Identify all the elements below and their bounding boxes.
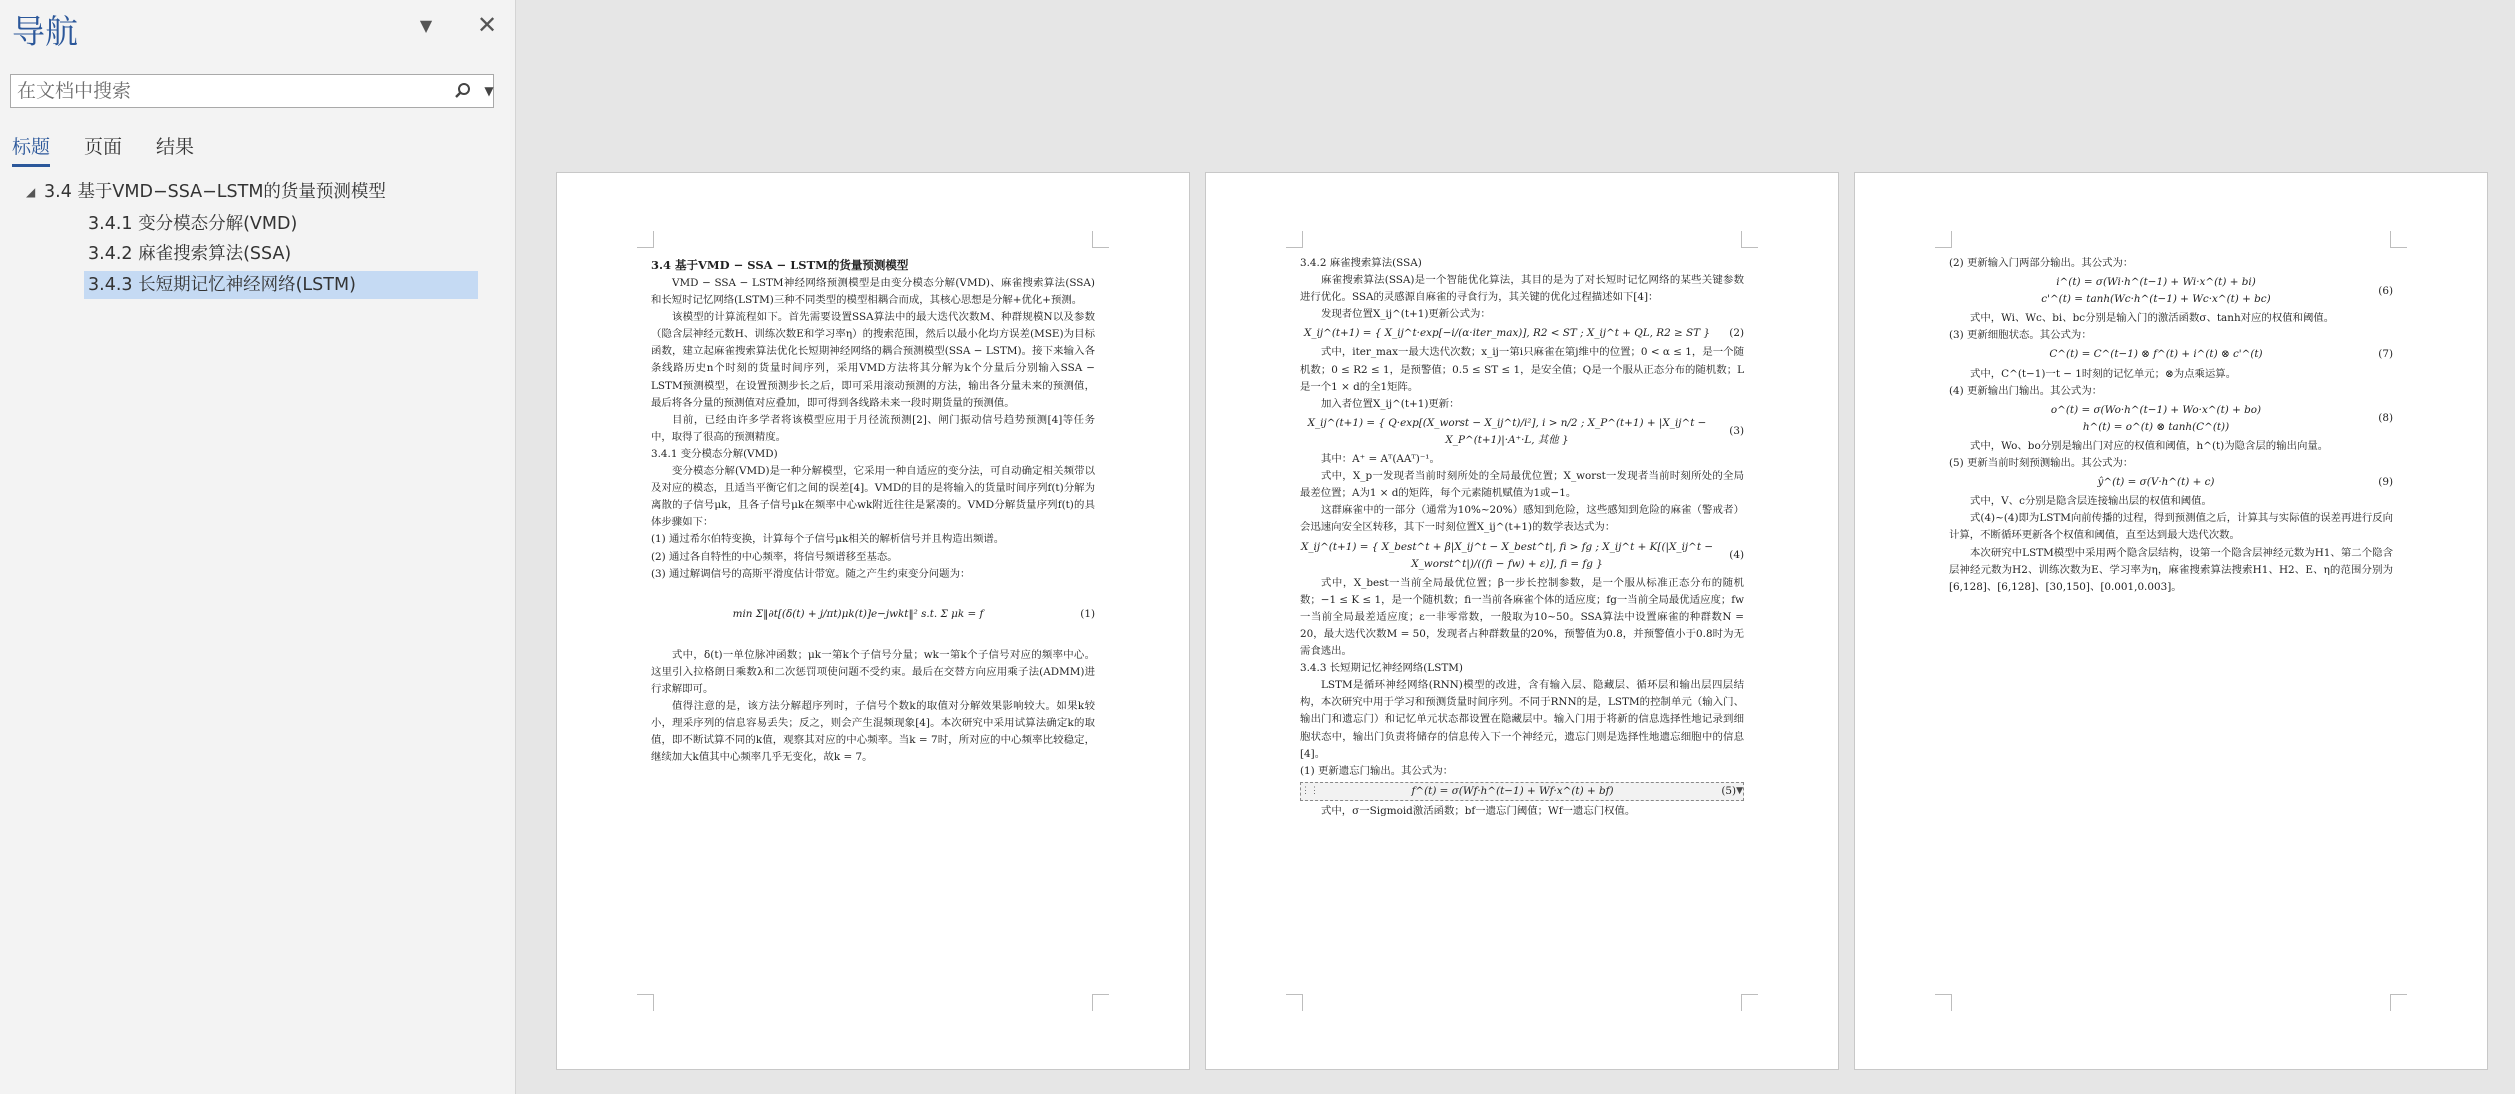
heading-label: 3.4 基于VMD−SSA−LSTM的货量预测模型: [44, 182, 386, 202]
step-item: (3) 更新细胞状态。其公式为：: [1949, 329, 2092, 342]
equation-7: [1949, 346, 2393, 363]
equation-options-dropdown-icon[interactable]: ▼: [1736, 785, 1743, 796]
equation-number: (4): [1729, 549, 1744, 562]
tab-results[interactable]: 结果: [156, 136, 195, 158]
equation-line: i^(t) = σ(Wi·h^(t−1) + Wi·x^(t) + bi): [2056, 276, 2256, 289]
paragraph: 麻雀搜索算法(SSA)是一个智能优化算法，其目的是为了对长短时记忆网络的某些关键参数进行优化。SSA的灵感源自麻雀的寻食行为，其关键的优化过程描述如下[4]：: [1300, 274, 1744, 304]
step-item: (1) 更新遗忘门输出。其公式为：: [1300, 764, 1454, 777]
section-heading: 3.4 基于VMD − SSA − LSTM的货量预测模型: [651, 258, 909, 272]
paragraph: 式中，Wi、Wc、bi、bc分别是输入门的激活函数σ、tanh对应的权值和阈值。: [1970, 312, 2335, 325]
equation-line: h^(t) = o^(t) ⊗ tanh(C^(t)): [2082, 420, 2230, 433]
crop-mark: [2390, 994, 2407, 1011]
paragraph: 式中，iter_max一最大迭代次数；x_ij一第i只麻雀在第j维中的位置；0 < α ≤ 1，是一个随机数；0 ≤ R2 ≤ 1，是预警值；0.5 ≤ ST ≤ 1，是安全值；Q是一个服从正态分布的随机数；L是一个1 × d的全1矩阵。: [1300, 346, 1744, 393]
heading-item-3-4-3-selected[interactable]: 3.4.3 长短期记忆神经网络(LSTM): [84, 271, 478, 299]
equation-text: C^(t) = C^(t−1) ⊗ f^(t) + i^(t) ⊗ c'^(t): [2049, 348, 2263, 361]
heading-item-3-4[interactable]: [26, 178, 474, 206]
step-item: (5) 更新当前时刻预测输出。其公式为：: [1949, 457, 2134, 470]
equation-number: (8): [2378, 412, 2393, 425]
subsection-heading: 3.4.3 长短期记忆神经网络(LSTM): [1300, 662, 1463, 675]
step-item: (4) 更新输出门输出。其公式为：: [1949, 384, 2103, 397]
document-page-3[interactable]: [1854, 172, 2488, 1070]
paragraph: 式中，σ一Sigmoid激活函数；bf一遗忘门阈值；Wf一遗忘门权值。: [1321, 804, 1636, 817]
paragraph: 该模型的计算流程如下。首先需要设置SSA算法中的最大迭代次数M、种群规模N以及参数（隐含层神经元数H、训练次数E和学习率η）的搜索范围，然后以最小化均方误差(MSE)为目标函数，建立起麻雀搜索算法优化长短期神经网络的耦合预测模型(SSA − LSTM)。接下来输入各条线路历史n个时刻的货量时间序列，采用VMD方法将其分解为k个分量后分别输入SSA − LSTM预测模型，在设置预测步长之后，即可采用滚动预测的方法，输出各分量未来的预测值，最后将各分量的预测值对应叠加，即可得到各线路未来一段时期货量的预测值。: [651, 311, 1095, 409]
equation-text: min Σ‖∂t[(δ(t) + j/πt)μk(t)]e−jwkt‖² s.t. Σ μk = f: [732, 608, 984, 621]
equation-number: (7): [2378, 348, 2393, 361]
paragraph: VMD − SSA − LSTM神经网络预测模型是由变分模态分解(VMD)、麻雀搜索算法(SSA)和长短时记忆网络(LSTM)三种不同类型的模型相耦合而成，其核心思想是分解+优化+预测。: [651, 277, 1095, 307]
paragraph: LSTM是循环神经网络(RNN)模型的改进，含有输入层、隐藏层、循环层和输出层四层结构，本次研究中用于学习和预测货量时间序列。不同于RNN的是，LSTM的控制单元（输入门、输出门和遗忘门）和记忆单元状态都设置在隐藏层中。输入门用于将新的信息选择性地记录到细胞状态中，输出门负责将储存的信息传入下一个神经元，遗忘门则是选择性地遗忘细胞中的信息[4]。: [1300, 679, 1744, 760]
crop-mark: [1741, 994, 1758, 1011]
chevron-down-icon[interactable]: ▼: [484, 84, 494, 98]
equation-text: X_ij^(t+1) = { Q·exp[(X_worst − X_ij^t)/i²], i > n/2 ; X_P^(t+1) + |X_ij^t − X_P^(t+1)|·A⁺·L, 其他 }: [1307, 416, 1707, 446]
paragraph: 式中，C^(t−1)一t − 1时刻的记忆单元；⊗为点乘运算。: [1970, 367, 2237, 380]
step-item: (2) 通过各自特性的中心频率，将信号频谱移至基态。: [651, 550, 898, 563]
equation-handle-icon[interactable]: ⋮⋮: [1301, 785, 1319, 796]
equation-text: [1949, 402, 2363, 436]
equation-number: (1): [1080, 608, 1095, 621]
crop-mark: [1092, 994, 1109, 1011]
equation-number: (5): [1721, 784, 1737, 797]
paragraph: 本次研究中LSTM模型中采用两个隐含层结构，设第一个隐含层神经元数为H1、第二个隐含层神经元数为H2、训练次数为E、学习率为η，麻雀搜索算法搜索H1、H2、E、η的范围分别为[6,128]、[6,128]、[30,150]、[0.001,0.003]。: [1949, 546, 2393, 593]
subsection-heading: 3.4.1 变分模态分解(VMD): [651, 447, 778, 460]
equation-text: X_ij^(t+1) = { X_best^t + β|X_ij^t − X_best^t|, fi > fg ; X_ij^t + K[(|X_ij^t − X_worst^t|)/((fi − fw) + ε)], fi = fg }: [1300, 540, 1714, 570]
paragraph: 式中，Wo、bo分别是输出门对应的权值和阈值，h^(t)为隐含层的输出向量。: [1970, 439, 2329, 452]
equation-4: [1300, 539, 1744, 573]
search-icon[interactable]: [451, 79, 475, 103]
paragraph: 目前，已经由许多学者将该模型应用于月径流预测[2]、闸门振动信号趋势预测[4]等任务中，取得了很高的预测精度。: [651, 413, 1095, 443]
crop-mark: [1935, 231, 1952, 248]
document-page-1[interactable]: [556, 172, 1190, 1070]
equation-3: [1300, 415, 1744, 449]
paragraph: 式中，δ(t)一单位脉冲函数；μk一第k个子信号分量；wk一第k个子信号对应的频率中心。这里引入拉格朗日乘数λ和二次惩罚项使问题不受约束。最后在交替方向应用乘子法(ADMM)进行求解即可。: [651, 648, 1095, 695]
paragraph: 式中，X_p一发现者当前时刻所处的全局最优位置；X_worst一发现者当前时刻所处的全局最差位置；A为1 × d的矩阵，每个元素随机赋值为1或−1。: [1300, 470, 1744, 500]
active-tab-indicator: [12, 164, 50, 167]
equation-number: (6): [2378, 284, 2393, 297]
nav-title: 导航: [12, 12, 78, 51]
equation-line: o^(t) = σ(Wo·h^(t−1) + Wo·x^(t) + bo): [2050, 403, 2262, 416]
paragraph: 值得注意的是，该方法分解超序列时，子信号个数k的取值对分解效果影响较大。如果k较小，理采序列的信息容易丢失；反之，则会产生混频现象[4]。本次研究中采用试算法确定k的取值，即不断试算不同的k值，观察其对应的中心频率。当k = 7时，所对应的中心频率比较稳定，继续加大k值其中心频率几乎无变化，故k = 7。: [651, 699, 1095, 764]
equation-number: (9): [2378, 476, 2393, 489]
crop-mark: [1741, 231, 1758, 248]
search-input[interactable]: [11, 75, 431, 107]
subsection-heading: 3.4.2 麻雀搜索算法(SSA): [1300, 257, 1422, 269]
step-item: (1) 通过希尔伯特变换，计算每个子信号μk相关的解析信号并且构造出频谱。: [651, 533, 1005, 546]
paragraph: 发现者位置X_ij^(t+1)更新公式为：: [1321, 308, 1491, 321]
crop-mark: [637, 994, 654, 1011]
equation-text: X_ij^(t+1) = { X_ij^t·exp[−i/(α·iter_max)], R2 < ST ; X_ij^t + QL, R2 ≥ ST }: [1303, 327, 1710, 340]
crop-mark: [1092, 231, 1109, 248]
close-icon[interactable]: ✕: [476, 11, 498, 39]
equation-line: c'^(t) = tanh(Wc·h^(t−1) + Wc·x^(t) + bc): [2041, 293, 2271, 306]
step-item: (3) 通过解调信号的高斯平滑度估计带宽。随之产生约束变分问题为：: [651, 567, 971, 580]
equation-text: f^(t) = σ(Wf·h^(t−1) + Wf·x^(t) + bf): [1411, 784, 1614, 797]
paragraph: 式中，V、c分别是隐含层连接输出层的权值和阈值。: [1970, 495, 2212, 508]
crop-mark: [1286, 994, 1303, 1011]
paragraph: 这群麻雀中的一部分（通常为10%~20%）感知到危险，这些感知到危险的麻雀（警戒者）会迅速向安全区转移，其下一时刻位置X_ij^(t+1)的数学表达式为：: [1300, 504, 1744, 534]
paragraph: 式中，X_best一当前全局最优位置；β一步长控制参数，是一个服从标准正态分布的随机数；−1 ≤ K ≤ 1，是一个随机数；fi一当前各麻雀个体的适应度；fg一当前全局最优适应度；fw一当前全局最差适应度；ε一非零常数，一般取为10~50。SSA算法中设置麻雀的种群数N = 20，最大迭代次数M = 50，发现者占种群数量的20%，预警值为0.8，并预警值小于0.8时为无需食逃出。: [1300, 576, 1744, 658]
crop-mark: [1935, 994, 1952, 1011]
crop-mark: [1286, 231, 1303, 248]
equation-5-selected[interactable]: [1300, 782, 1744, 801]
paragraph: 变分模态分解(VMD)是一种分解模型，它采用一种自适应的变分法，可自动确定相关频带以及对应的模态，且适当平衡它们之间的误差[4]。VMD的目的是将输入的货量时间序列f(t)分解为离散的子信号μk，且各子信号μk在频率中心wk附近往往是紧凑的。VMD分解货量序列f(t)的具体步骤如下：: [651, 465, 1095, 529]
equation-2: [1300, 325, 1744, 342]
tab-pages[interactable]: 页面: [84, 136, 123, 158]
equation-6: [1949, 274, 2393, 308]
page-content: [1300, 255, 1744, 820]
heading-item-3-4-1[interactable]: 3.4.1 变分模态分解(VMD): [88, 214, 298, 234]
paragraph: 其中：A⁺ = Aᵀ(AAᵀ)⁻¹。: [1321, 453, 1440, 466]
equation-1: [651, 585, 1095, 645]
heading-item-3-4-2[interactable]: 3.4.2 麻雀搜索算法(SSA): [88, 244, 292, 264]
equation-text: [1949, 274, 2363, 308]
search-box: [10, 74, 494, 108]
document-page-2[interactable]: [1205, 172, 1839, 1070]
paragraph: 式(4)~(4)即为LSTM向前传播的过程，得到预测值之后，计算其与实际值的误差再进行反向计算，不断循环更新各个权值和阈值，直至达到最大迭代次数。: [1949, 512, 2394, 542]
equation-number: (2): [1729, 327, 1744, 340]
page-content: [1949, 255, 2393, 596]
navigation-pane: [0, 0, 516, 1094]
crop-mark: [637, 231, 654, 248]
equation-number: (3): [1729, 425, 1744, 438]
page-content: [651, 255, 1095, 766]
step-item: (2) 更新输入门两部分输出。其公式为：: [1949, 257, 2134, 269]
paragraph: 加入者位置X_ij^(t+1)更新：: [1321, 397, 1460, 410]
equation-text: ŷ^(t) = σ(V·h^(t) + c): [2097, 476, 2215, 489]
equation-9: [1949, 474, 2393, 491]
crop-mark: [2390, 231, 2407, 248]
collapse-triangle-icon[interactable]: ◢: [26, 185, 36, 199]
nav-options-button[interactable]: ▼: [419, 16, 433, 35]
tab-headings[interactable]: 标题: [12, 136, 51, 158]
equation-8: [1949, 402, 2393, 436]
